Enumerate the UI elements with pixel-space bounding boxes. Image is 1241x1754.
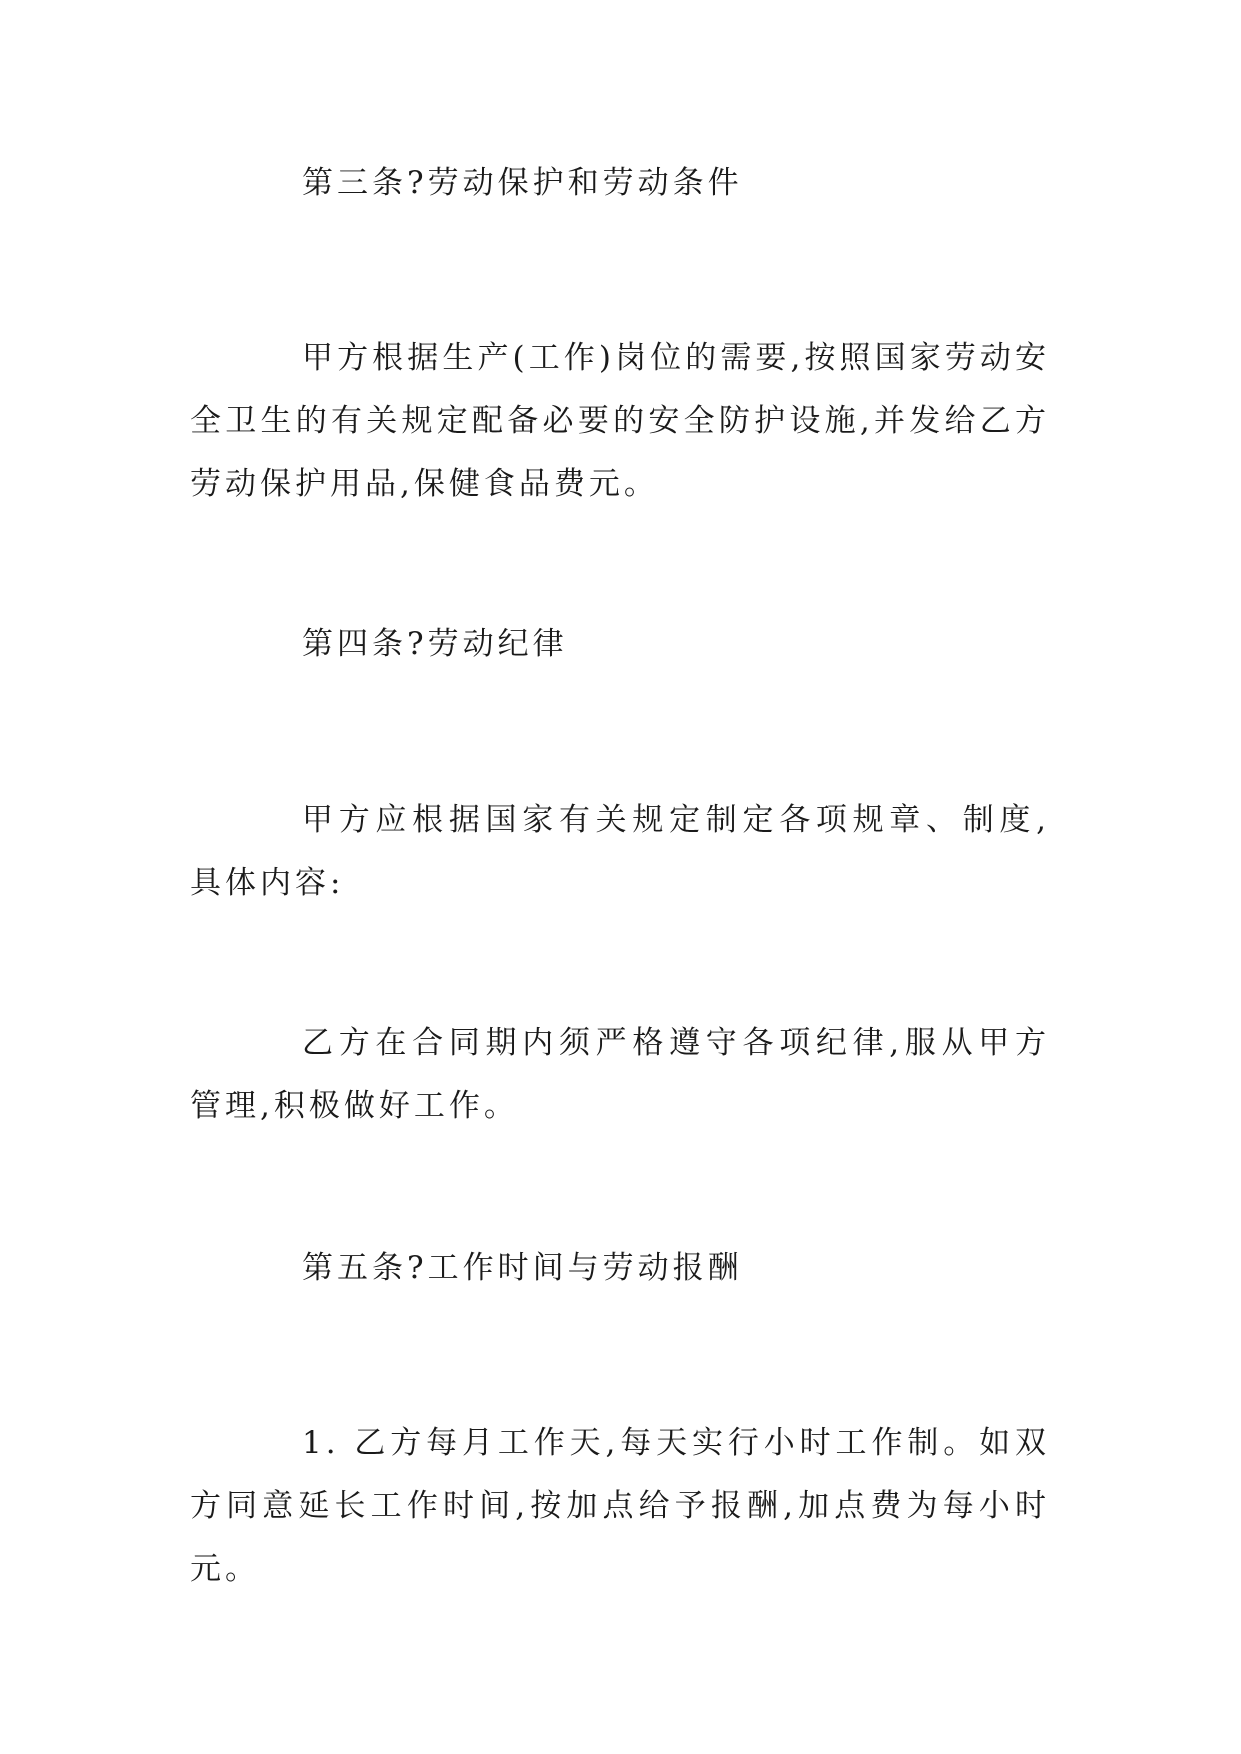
section-4-paragraph-1: 甲方应根据国家有关规定制定各项规章、制度,具体内容: [190, 802, 1050, 901]
section-3-paragraph-1: 甲方根据生产(工作)岗位的需要,按照国家劳动安全卫生的有关规定配备必要的安全防护设施,并发给乙方劳动保护用品,保健食品费元。 [190, 340, 1050, 502]
section-5-paragraph-1: 1. 乙方每月工作天,每天实行小时工作制。如双方同意延长工作时间,按加点给予报酬,加点费为每小时元。 [190, 1425, 1050, 1587]
section-3-heading: 第三条?劳动保护和劳动条件 [302, 165, 743, 201]
section-4-heading: 第四条?劳动纪律 [302, 626, 568, 662]
section-5-heading: 第五条?工作时间与劳动报酬 [302, 1250, 743, 1286]
section-4-paragraph-2: 乙方在合同期内须严格遵守各项纪律,服从甲方管理,积极做好工作。 [190, 1025, 1050, 1124]
